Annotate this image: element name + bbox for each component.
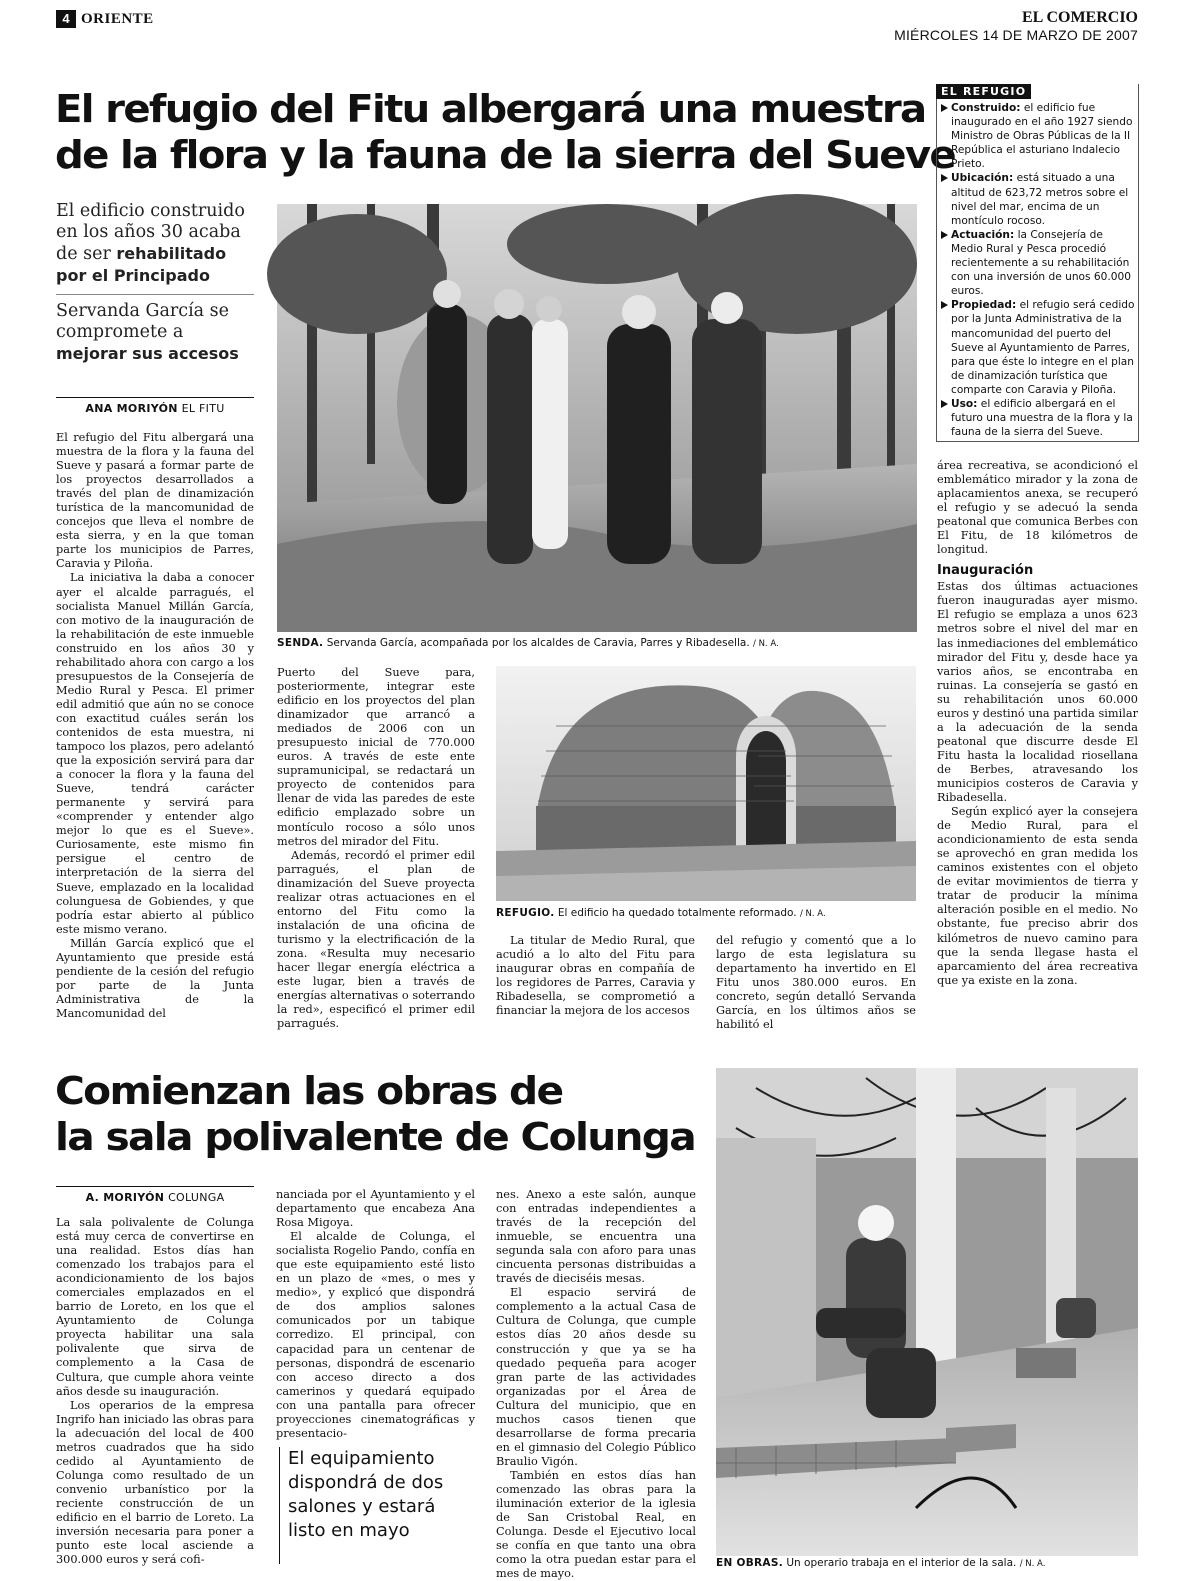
paragraph: Puerto del Sueve para, posteriormente, integrar este edificio en los proyectos del plan dinamizador que arrancó a mediados de 2006 con un presupuesto inicial de 770.000 euros. A través de este ente supramunicipal, se redactará un proyecto de contenidos para llenar de vida las paredes de este edificio emplazado sobre un montículo rocoso a sólo unos metros del mirador del Fitu.	[277, 666, 475, 848]
headline-line: El refugio del Fitu albergará una muestra	[55, 87, 926, 131]
photo-refugio-image	[496, 666, 916, 901]
deck-bold: por el Principado	[56, 266, 210, 285]
deck-line	[56, 243, 256, 265]
caption-source: / N. A.	[1019, 1559, 1046, 1569]
pull-quote-line: dispondrá de dos	[288, 1472, 444, 1493]
paragraph: La sala polivalente de Colunga está muy cerca de convertirse en una realidad. Estos días han comenzado los trabajos para el acondicionamiento de los bajos comerciales emplazados en el barrio de Loreto, en los que el Ayuntamiento de Colunga proyecta habilitar una sala polivalente que sirva de complemento a la Casa de Cultura, que cumple ahora veinte años desde su inauguración.	[56, 1216, 254, 1398]
sidebar-item	[941, 171, 1137, 227]
article1-column-2	[277, 666, 475, 1029]
headline-line: la sala polivalente de Colunga	[55, 1115, 695, 1159]
article2-column-2	[276, 1188, 475, 1438]
deck-line: El edificio construido	[56, 201, 245, 221]
sidebar-item	[941, 298, 1137, 397]
deck-bold: mejorar sus accesos	[56, 344, 239, 363]
sidebar-item-label: Construido:	[951, 102, 1021, 114]
headline-line: Comienzan las obras de	[55, 1069, 563, 1113]
sidebar-item-text: la Consejería de Medio Rural y Pesca procedió recientemente a su rehabilitación con una inversión de unos 60.000 euros.	[951, 228, 1131, 298]
sidebar-item-text: el edificio fue inaugurado en el año 1927 siendo Ministro de Obras Públicas de la II República el asturiano Indalecio Prieto.	[951, 102, 1133, 171]
article1-column-3	[496, 934, 695, 1028]
article1-deck-2	[56, 301, 256, 365]
paragraph: El refugio del Fitu albergará una muestra de la flora y la fauna del Sueve y pasará a formar parte de los proyectos desarrollados a través del plan de dinamización turística de la mancomunidad de concejos que lleva el nombre de esta sierra, y en la que toman parte los municipios de Parres, Caravia y Piloña.	[56, 431, 254, 571]
issue-date: MIÉRCOLES 14 DE MARZO DE 2007	[894, 27, 1138, 43]
article1-column-1	[56, 431, 254, 1031]
paragraph: El alcalde de Colunga, el socialista Rogelio Pando, confía en que este equipamiento esté listo en un plazo de «mes, o mes y medio», y explicó que dispondrá de dos amplios salones comunicados por un tabique corredizo. El principal, con capacidad para un centenar de personas, dispondrá de escenario con acceso directo a dos camerinos y quedará equipado con una pantalla para ofrecer proyecciones cinematográficas y presentacio-	[276, 1230, 475, 1440]
sidebar-item-label: Propiedad:	[951, 299, 1017, 312]
newspaper-name: EL COMERCIO	[1021, 9, 1138, 26]
sidebar-item-label: Ubicación:	[951, 172, 1014, 185]
paragraph: La iniciativa la daba a conocer ayer el alcalde parragués, el socialista Manuel Millán García, con motivo de la inauguración de la rehabilitación de este inmueble construido en los años 30 y rehabilitado ahora con cargo a los presupuestos de la Consejería de Medio Rural y Pesca. El primer edil admitió que aún no se conoce con exactitud cuáles serán los contenidos de esta muestra, ni tampoco los plazos, pero adelantó que la exposición servirá para dar a conocer la flora y la fauna del Sueve, tendrá carácter permanente y servirá para «comprender y entender algo mejor lo que es el Sueve». Curiosamente, este mismo fin persigue el centro de interpretación de la sierra del Sueve, emplazado en la localidad colunguesa de Gobiendes, y que podría estar abierto al público este mismo verano.	[56, 571, 254, 936]
paragraph: del refugio y comentó que a lo largo de esta legislatura su departamento ha invertido en El Fitu unos 380.000 euros. En concreto, según detalló Servanda García, en los últimos años se habilitó el	[716, 934, 916, 1032]
photo-refugio-caption	[496, 907, 916, 919]
sidebar-tag: EL REFUGIO	[936, 84, 1031, 99]
sidebar-item-text: el refugio será cedido por la Junta Administrativa de la mancomunidad del puerto del Sueve al Ayuntamiento de Parres, para que éste lo integre en el plan de dinamización turística que comparte con Caravia y Piloña.	[951, 299, 1135, 396]
sidebar-item-text: el edificio albergará en el futuro una muestra de la flora y la fauna de la sierra del Sueve.	[951, 397, 1133, 439]
photo-en-obras-caption	[716, 1556, 1138, 1569]
sidebar-item-text: está situado a una altitud de 623,72 metros sobre el nivel del mar, encima de un montículo rocoso.	[951, 172, 1129, 227]
sidebar-item	[941, 228, 1137, 298]
deck-text: de ser	[56, 244, 117, 264]
deck-line	[56, 265, 256, 287]
byline-place: COLUNGA	[168, 1191, 225, 1204]
paragraph: El espacio servirá de complemento a la actual Casa de Cultura de Colunga, que cumple estos días 20 años desde su construcción y que ya se ha quedado pequeña para acoger gran parte de las actividades organizadas por el Área de Cultura del municipio, que en muchos casos tienen que desarrollarse de forma precaria en el gimnasio del Colegio Público Braulio Vigón.	[496, 1286, 696, 1468]
headline-line: de la flora y la fauna de la sierra del Sueve	[55, 133, 955, 177]
paragraph: Millán García explicó que el Ayuntamiento que preside está pendiente de la cesión del refugio por parte de la Junta Administrativa de la Mancomunidad del	[56, 936, 254, 1020]
deck-line	[56, 343, 256, 365]
sidebar-item-label: Uso:	[951, 397, 978, 410]
deck-line: Servanda García se	[56, 301, 230, 321]
photo-senda-caption	[277, 637, 917, 649]
paragraph: Estas dos últimas actuaciones fueron inauguradas ayer mismo. El refugio se emplaza a unos 623 metros sobre el nivel del mar en las inmediaciones del emblemático mirador del Fitu y, desde hace ya varios años, se encontraba en ruinas. La consejería se gastó en su rehabilitación unos 60.000 euros y destinó una partida similar a la adecuación de la senda peatonal que discurre desde El Fitu hasta la localidad riosellana de Berbes, atravesando los municipios costeros de Caravia y Ribadesella.	[937, 580, 1138, 805]
article2-column-1	[56, 1216, 254, 1572]
paragraph: Además, recordó el primer edil parragués, el plan de dinamización del Sueve proyecta realizar otras actuaciones en el entorno del Fitu como la instalación de una oficina de turismo y la electrificación de la zona. «Resulta muy necesario hacer llegar energía eléctrica a este lugar, bien a través de energías alternativas o soterrando la red», especificó el primer edil parragués.	[277, 848, 475, 1031]
sidebar-item	[941, 101, 1137, 171]
photo-en-obras	[716, 1068, 1138, 1569]
article1-headline	[55, 86, 1008, 178]
paragraph: Los operarios de la empresa Ingrifo han iniciado las obras para la adecuación del local de 400 metros cuadrados que ha sido cedido al Ayuntamiento de Colunga como resultado de un convenio urbanístico por la reciente construcción de un edificio en el barrio de Loreto. La inversión necesaria para poner a punto este local asciende a 300.000 euros y será cofi-	[56, 1398, 254, 1567]
article2-headline	[55, 1068, 741, 1160]
caption-label: EN OBRAS.	[716, 1557, 784, 1569]
photo-refugio	[496, 666, 916, 901]
pull-quote-line: salones y estará	[288, 1496, 436, 1517]
deck-bold: rehabilitado	[116, 244, 227, 263]
page-number: 4	[56, 10, 76, 28]
article1-column-4	[716, 934, 916, 1032]
byline-author: ANA MORIYÓN	[85, 402, 178, 415]
article1-deck-1	[56, 201, 256, 287]
article1-byline	[56, 397, 254, 415]
paragraph: área recreativa, se acondicionó el emblemático mirador y la zona de aplacamientos anexa, se recuperó el refugio y se adecuó la senda peatonal que comunica Berbes con El Fitu, de 18 kilómetros de longitud.	[937, 459, 1138, 557]
section-name: ORIENTE	[81, 11, 154, 27]
caption-text: Un operario trabaja en el interior de la sala.	[783, 1557, 1017, 1569]
deck-divider	[56, 294, 254, 295]
paragraph: La titular de Medio Rural, que acudió a lo alto del Fitu para inaugurar obras en compañía de los regidores de Parres, Caravia y Ribadesella, se comprometió a financiar la mejora de los accesos	[496, 934, 695, 1018]
photo-senda-image	[277, 204, 917, 632]
pull-quote-line: El equipamiento	[288, 1448, 435, 1469]
article2-byline	[56, 1186, 254, 1204]
paragraph: También en estos días han comenzado las obras para la iluminación exterior de la iglesia de San Cristobal Real, en Colunga. Desde el Ejecutivo local se confía en que tanto una obra como la otra puedan estar para el mes de mayo.	[496, 1468, 696, 1581]
caption-source: / N. A.	[753, 639, 779, 649]
byline-author: A. MORIYÓN	[85, 1191, 165, 1204]
pull-quote	[279, 1447, 475, 1564]
caption-label: SENDA.	[277, 637, 324, 649]
article2-column-3	[496, 1188, 696, 1581]
caption-source: / N. A.	[799, 909, 826, 919]
photo-senda	[277, 204, 917, 632]
photo-en-obras-image	[716, 1068, 1138, 1569]
article1-column-5	[937, 459, 1138, 1034]
caption-text: El edificio ha quedado totalmente reformado.	[554, 907, 797, 919]
sidebar-item-label: Actuación:	[951, 228, 1015, 241]
paragraph: Según explicó ayer la consejera de Medio Rural, para el acondicionamiento de esta senda se aprovechó en gran medida los caminos existentes con el objeto de evitar movimientos de tierra y tratar de producir la mínima alteración posible en el medio. No obstante, fue preciso abrir dos kilómetros de nuevo camino para que la senda llegase hasta el aparcamiento del área recreativa que ya existe en la zona.	[937, 805, 1138, 987]
byline-place: EL FITU	[181, 402, 225, 415]
subheading: Inauguración	[937, 563, 1034, 579]
deck-line: compromete a	[56, 322, 184, 342]
sidebar-list	[941, 101, 1137, 439]
sidebar-item	[941, 397, 1137, 439]
sidebar-el-refugio	[936, 84, 1139, 442]
pull-quote-line: listo en mayo	[288, 1520, 410, 1541]
deck-line: en los años 30 acaba	[56, 222, 241, 242]
paragraph: nes. Anexo a este salón, aunque con entradas independientes a través de la recepción del inmueble, se encuentra una segunda sala con aforo para unas cincuenta personas distribuidas a través de dieciséis mesas.	[496, 1188, 696, 1286]
paragraph: nanciada por el Ayuntamiento y el departamento que encabeza Ana Rosa Migoya.	[276, 1188, 475, 1230]
caption-text: Servanda García, acompañada por los alcaldes de Caravia, Parres y Ribadesella.	[323, 637, 750, 649]
caption-label: REFUGIO.	[496, 907, 555, 919]
